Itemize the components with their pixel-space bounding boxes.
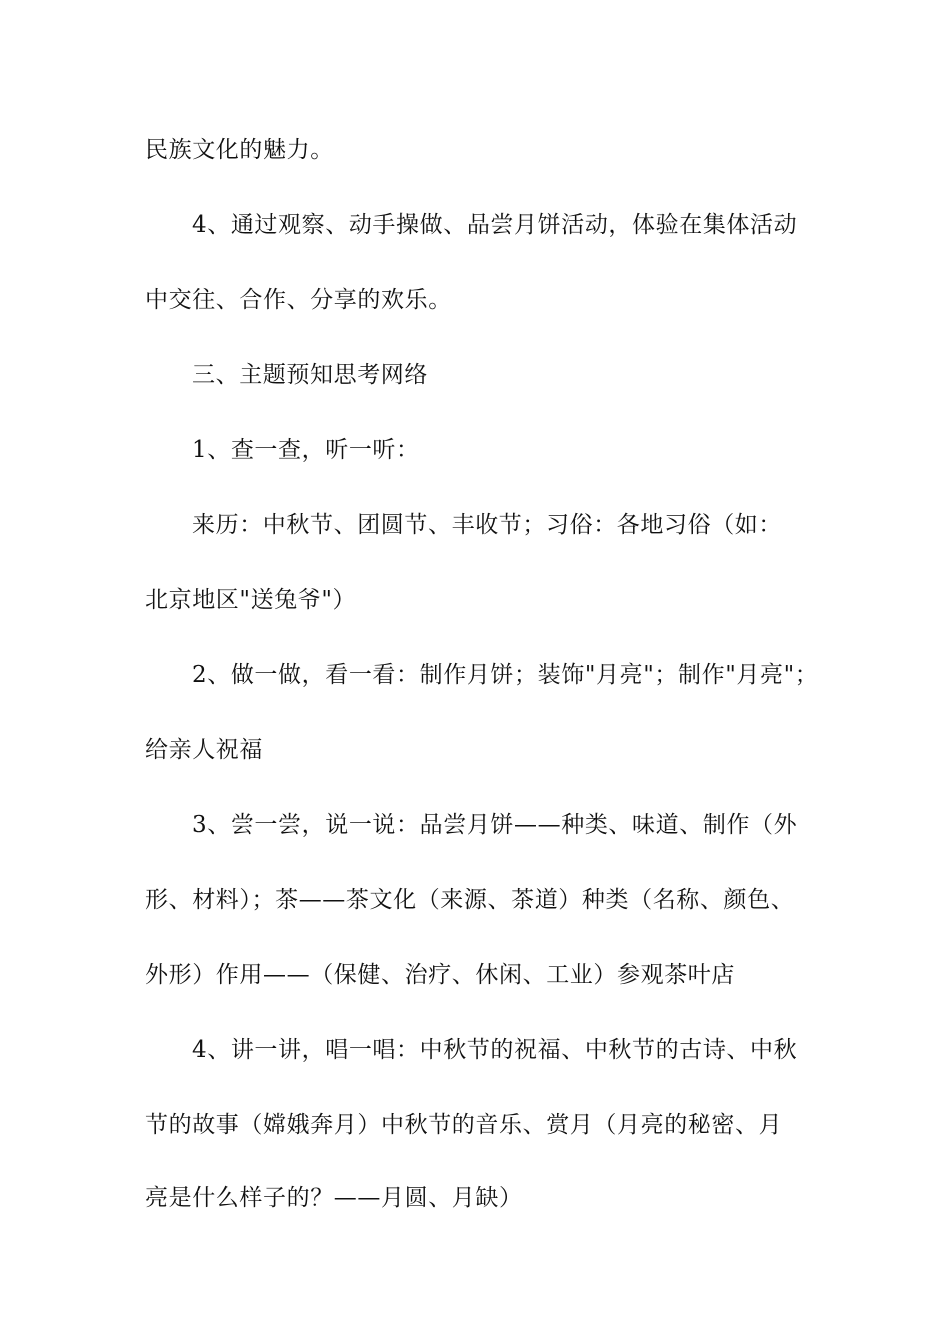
text-line: 2、做一做，看一看：制作月饼；装饰"月亮"；制作"月亮"； — [192, 662, 819, 688]
text-line: 1、查一查，听一听： — [192, 437, 420, 463]
text-line: 民族文化的魅力。 — [145, 137, 334, 163]
text-line: 3、尝一尝，说一说：品尝月饼——种类、味道、制作（外 — [192, 812, 798, 838]
text-line: 北京地区"送兔爷"） — [145, 587, 357, 613]
text-line: 形、材料）；茶——茶文化（来源、茶道）种类（名称、颜色、 — [145, 887, 795, 913]
section-heading: 三、主题预知思考网络 — [192, 362, 428, 388]
text-line: 中交往、合作、分享的欢乐。 — [145, 287, 452, 313]
text-line: 4、通过观察、动手操做、品尝月饼活动，体验在集体活动 — [192, 212, 798, 238]
text-line: 4、讲一讲，唱一唱：中秋节的祝福、中秋节的古诗、中秋 — [192, 1037, 798, 1063]
text-line: 给亲人祝福 — [145, 737, 263, 763]
text-line: 来历：中秋节、团圆节、丰收节；习俗：各地习俗（如： — [192, 512, 782, 538]
text-line: 节的故事（嫦娥奔月）中秋节的音乐、赏月（月亮的秘密、月 — [145, 1112, 783, 1138]
text-line: 外形）作用——（保健、治疗、休闲、工业）参观茶叶店 — [145, 962, 735, 988]
text-line: 亮是什么样子的？——月圆、月缺） — [145, 1185, 523, 1211]
